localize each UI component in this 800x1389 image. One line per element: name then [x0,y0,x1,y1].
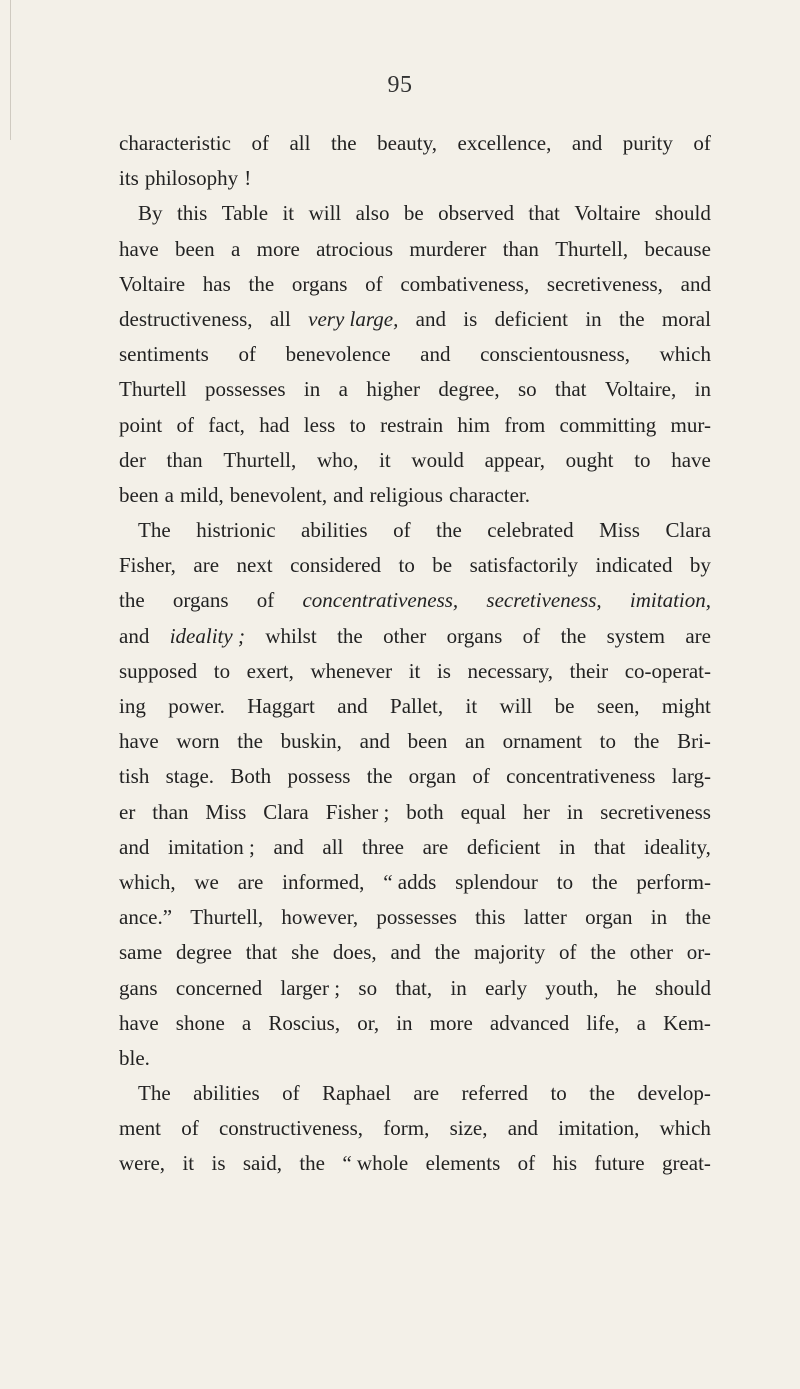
word: secretiveness, [546,271,663,296]
word: great- [661,1151,711,1176]
word: Thurtell, [555,236,629,261]
word: the [330,131,357,155]
word: buskin, [280,729,342,754]
word: celebrated [487,518,574,543]
word: philosophy [144,166,239,191]
word: were, [119,1151,166,1176]
word: the [685,905,711,930]
word: both [406,799,444,824]
word: have [119,236,159,261]
word: been [174,236,215,261]
word: and [273,834,304,859]
word: observed [438,201,514,226]
word: will [499,694,533,718]
word: possesses [205,377,286,402]
word: or, [357,1010,380,1035]
word: secretiveness, [486,588,602,613]
text-line [119,724,711,759]
word: of [238,342,256,367]
word: committing [559,412,657,437]
word: seen, [596,694,640,718]
word: the [436,518,462,543]
word: beauty, [377,131,438,155]
word: of [181,1116,199,1141]
word: had [259,412,290,437]
word: life, [586,1010,620,1035]
word: imitation, [558,1116,640,1141]
word: imitation ; [167,834,255,859]
word: organs [172,588,229,613]
word: organs [446,623,503,648]
text-line [119,161,711,196]
word: we [194,869,219,894]
word: of [251,131,269,155]
word: and [571,131,603,155]
text-line [119,1076,711,1111]
word: should [654,201,711,226]
word: and [333,482,364,507]
word: its [119,166,139,191]
word: destructiveness, [119,306,253,331]
word: the [633,729,660,754]
word: a [338,377,348,402]
word: higher [366,377,420,402]
word: concentrativeness [506,764,656,789]
word: who, [316,447,359,472]
word: equal [460,799,507,824]
word: Kem- [663,1010,711,1035]
word: in [585,306,602,331]
word: ment [119,1116,161,1141]
word: By [138,201,163,226]
word: shone [175,1010,225,1035]
word: worn [176,729,220,754]
word: histrionic [196,518,276,543]
word: system [606,623,665,648]
word: ing [119,694,146,718]
word: have [119,729,159,754]
word: the [366,764,393,789]
word: in [694,377,711,402]
word: ance.” [119,905,173,930]
word: stage. [165,764,215,789]
word: Thurtell [119,377,187,402]
word: abilities [301,518,368,543]
text-line [119,1041,711,1076]
word: in [558,834,576,859]
word: all [269,306,291,331]
word: and [680,271,711,296]
word: possess [287,764,351,789]
word: of [282,1081,300,1106]
word: however, [281,905,359,930]
word: Thurtell, [223,447,297,472]
word: also [355,201,390,226]
word: Miss [599,518,640,543]
word: are [413,1081,440,1106]
word: the [337,623,363,648]
word: are [685,623,711,648]
word: “ whole [342,1151,409,1176]
page-edge-shadow [10,0,11,140]
word: does, [332,940,377,965]
word: the [591,869,618,894]
text-line [119,196,711,231]
word: to [349,412,366,437]
word: the [299,1151,325,1176]
word: and [359,729,390,754]
word: his [552,1151,578,1176]
word: whenever [310,658,393,683]
word: “ adds [383,869,437,894]
word: necessary, [467,658,554,683]
word: are [422,834,449,859]
word: she [291,940,320,965]
word: The [138,518,171,543]
word: so [358,975,378,1000]
word: which [659,1116,711,1141]
word: more [429,1010,473,1035]
word: ought [565,447,614,472]
word: ideality ; [169,623,245,648]
word: Voltaire, [604,377,677,402]
word: be [403,201,424,226]
word: possesses [376,905,457,930]
word: have [119,1010,159,1035]
word: splendour [455,869,538,894]
word: elements [425,1151,501,1176]
text-line [119,513,711,548]
text-line [119,408,711,443]
word: more [256,236,300,261]
word: all [322,834,344,859]
word: the [119,588,145,613]
word: should [654,975,711,1000]
word: to [556,869,574,894]
word: this [176,201,208,226]
word: might [661,694,711,718]
word: this [475,905,506,930]
text-line [119,795,711,830]
word: that [245,940,278,965]
word: informed, [282,869,365,894]
word: purity [622,131,673,155]
word: Clara [263,799,309,824]
word: concentrativeness, [302,588,459,613]
word: have [671,447,711,472]
word: in [303,377,321,402]
word: early [485,975,528,1000]
word: a [164,482,174,507]
word: form, [383,1116,430,1141]
word: secretiveness [600,799,711,824]
word: to [398,553,415,578]
text-line [119,372,711,407]
word: than [152,799,189,824]
word: ble. [119,1045,150,1070]
text-line [119,1146,711,1181]
word: organs [291,271,348,296]
word: er [119,799,136,824]
word: ! [244,166,252,191]
word: of [365,271,383,296]
word: to [550,1081,567,1106]
word: der [119,447,146,472]
word: be [432,553,453,578]
word: mur- [670,412,711,437]
word: the [590,940,616,965]
text-line [119,935,711,970]
word: mild, [179,482,224,507]
word: their [569,658,609,683]
word: ornament [502,729,582,754]
word: Both [230,764,272,789]
word: a [241,1010,252,1035]
word: Miss [205,799,247,824]
word: majority [474,940,546,965]
word: the [248,271,275,296]
word: The [138,1081,171,1106]
word: is [436,658,451,683]
word: ideality, [644,834,711,859]
body-text [119,126,711,1182]
word: deficient [494,306,569,331]
word: gans [119,975,158,1000]
word: size, [449,1116,488,1141]
word: moral [661,306,711,331]
text-line [119,689,711,724]
word: in [396,1010,413,1035]
text-line [119,830,711,865]
text-line [119,478,711,513]
word: deficient [466,834,541,859]
word: of [559,940,577,965]
word: atrocious [316,236,394,261]
word: so [517,377,537,402]
word: character. [448,482,530,507]
word: perform- [636,869,711,894]
word: it [408,658,421,683]
word: Voltaire [574,201,641,226]
word: constructiveness, [218,1116,364,1141]
word: of [472,764,490,789]
word: combativeness, [400,271,530,296]
word: to [213,658,231,683]
word: Haggart [247,694,315,718]
word: in [566,799,584,824]
word: been [119,482,159,507]
word: and [119,623,150,648]
word: Roscius, [268,1010,341,1035]
page-number: 95 [387,72,413,98]
word: appear, [484,447,545,472]
text-line [119,548,711,583]
word: fact, [208,412,245,437]
word: of [393,518,411,543]
word: or- [686,940,711,965]
word: youth, [545,975,599,1000]
word: murderer [409,236,487,261]
word: abilities [193,1081,260,1106]
text-line [119,971,711,1006]
word: has [202,271,231,296]
word: benevolent, [229,482,328,507]
word: of [256,588,275,613]
word: the [560,623,587,648]
word: of [522,623,541,648]
word: considered [290,553,382,578]
word: it [282,201,295,226]
text-line [119,654,711,689]
word: are [237,869,264,894]
word: been [407,729,448,754]
text-line [119,900,711,935]
word: tish [119,764,150,789]
word: next [236,553,273,578]
word: and [119,834,150,859]
text-line [119,302,711,337]
word: and [337,694,368,718]
word: Clara [665,518,711,543]
word: is [463,306,478,331]
word: said, [242,1151,282,1176]
text-line [119,1006,711,1041]
word: Table [221,201,269,226]
text-line [119,759,711,794]
text-line [119,126,711,161]
word: indicated [595,553,673,578]
word: it [465,694,478,718]
word: a [230,236,241,261]
word: imitation, [629,588,711,613]
word: which [659,342,711,367]
word: three [362,834,404,859]
word: that [593,834,626,859]
word: Thurtell, [190,905,264,930]
word: are [193,553,220,578]
word: degree [175,940,232,965]
word: latter [523,905,567,930]
text-line [119,583,711,618]
text-line [119,443,711,478]
word: Voltaire [119,271,186,296]
word: because [644,236,711,261]
word: co-operat- [624,658,711,683]
text-line [119,337,711,372]
word: Fisher, [119,553,176,578]
word: would [411,447,464,472]
word: religious [369,482,443,507]
word: Fisher ; [325,799,390,824]
word: to [634,447,651,472]
word: characteristic [119,131,231,155]
word: of [693,131,711,155]
word: whilst [265,623,317,648]
word: he [616,975,637,1000]
word: organ [585,905,633,930]
word: that [555,377,587,402]
word: of [176,412,194,437]
word: it [379,447,391,472]
word: Bri- [677,729,711,754]
word: Raphael [322,1081,391,1106]
word: him [457,412,491,437]
word: referred [461,1081,528,1106]
text-line [119,1111,711,1146]
word: future [594,1151,645,1176]
text-line [119,865,711,900]
word: than [166,447,203,472]
word: organ [408,764,457,789]
word: from [504,412,546,437]
word: exert, [246,658,294,683]
word: concerned [175,975,263,1000]
word: the [589,1081,615,1106]
word: larg- [671,764,711,789]
word: conscientousness, [480,342,631,367]
word: the [237,729,263,754]
word: is [211,1151,226,1176]
word: be [554,694,575,718]
word: point [119,412,163,437]
word: the [618,306,645,331]
word: and [415,306,446,331]
word: develop- [637,1081,711,1106]
word: and [390,940,421,965]
word: her [523,799,550,824]
word: it [182,1151,195,1176]
word: an [465,729,485,754]
word: and [507,1116,539,1141]
word: excellence, [457,131,552,155]
word: the [434,940,461,965]
word: sentiments [119,342,209,367]
word: in [450,975,467,1000]
word: satisfactorily [469,553,579,578]
word: Pallet, [390,694,444,718]
word: by [689,553,711,578]
text-line [119,232,711,267]
word: a [636,1010,646,1035]
word: than [502,236,539,261]
word: advanced [489,1010,570,1035]
word: benevolence [285,342,391,367]
word: other [383,623,427,648]
text-line [119,619,711,654]
word: in [650,905,668,930]
word: same [119,940,163,965]
text-line [119,267,711,302]
word: restrain [380,412,444,437]
word: larger ; [280,975,341,1000]
word: that, [395,975,433,1000]
word: will [308,201,342,226]
word: which, [119,869,176,894]
word: degree, [438,377,500,402]
word: that [528,201,560,226]
word: supposed [119,658,198,683]
word: to [599,729,616,754]
word: less [303,412,336,437]
word: other [629,940,673,965]
word: and [420,342,451,367]
word: of [517,1151,536,1176]
word: very large, [308,306,399,331]
word: all [289,131,311,155]
word: power. [168,694,225,718]
